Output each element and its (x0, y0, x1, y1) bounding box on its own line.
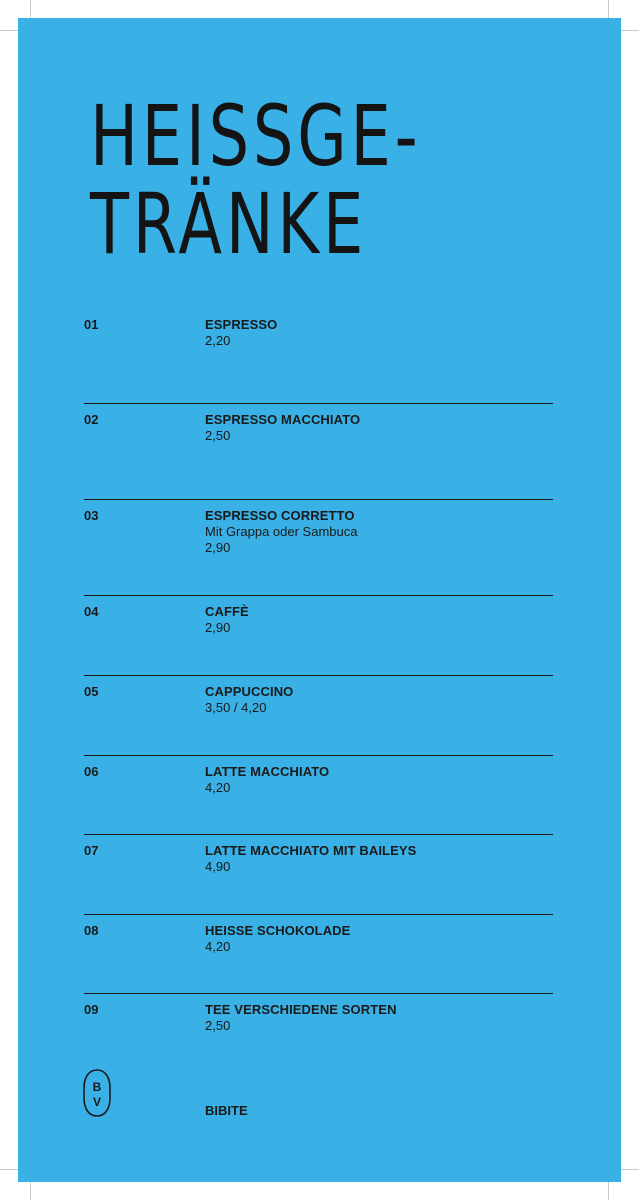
divider (84, 403, 553, 404)
item-price: 3,50 / 4,20 (205, 700, 267, 715)
divider (84, 675, 553, 676)
item-description: Mit Grappa oder Sambuca (205, 524, 358, 539)
page-title (90, 87, 422, 273)
divider (84, 834, 553, 835)
item-name: ESPRESSO MACCHIATO (205, 412, 361, 427)
crop-mark (621, 1169, 639, 1170)
item-name: CAPPUCCINO (205, 684, 294, 699)
logo-letter-b: B (92, 1080, 102, 1094)
item-body (205, 604, 553, 636)
item-number: 05 (84, 684, 99, 699)
brand-name: BIBITE (205, 1103, 248, 1118)
title-line: TRÄNKE (90, 175, 368, 273)
bibite-logo-svg (81, 1068, 113, 1118)
item-name: LATTE MACCHIATO (205, 764, 330, 779)
item-price: 2,50 (205, 1018, 231, 1033)
item-name: TEE VERSCHIEDENE SORTEN (205, 1002, 397, 1017)
crop-mark (0, 1169, 18, 1170)
divider (84, 993, 553, 994)
divider (84, 595, 553, 596)
item-number: 06 (84, 764, 99, 779)
item-number: 01 (84, 317, 99, 332)
item-price: 2,50 (205, 428, 231, 443)
menu-panel (18, 18, 621, 1182)
item-number: 09 (84, 1002, 99, 1017)
item-number: 07 (84, 843, 99, 858)
item-price: 2,90 (205, 620, 231, 635)
item-body (205, 923, 553, 955)
item-number: 03 (84, 508, 99, 523)
divider (84, 499, 553, 500)
crop-mark (30, 0, 31, 18)
divider (84, 914, 553, 915)
item-body (205, 317, 553, 349)
item-price: 4,20 (205, 939, 231, 954)
item-name: CAFFÈ (205, 604, 249, 619)
item-body (205, 412, 553, 444)
crop-mark (30, 1182, 31, 1200)
crop-mark (0, 30, 18, 31)
item-body (205, 843, 553, 875)
divider (84, 755, 553, 756)
item-body (205, 764, 553, 796)
item-number: 02 (84, 412, 99, 427)
crop-mark (608, 1182, 609, 1200)
item-number: 08 (84, 923, 99, 938)
item-price: 2,20 (205, 333, 231, 348)
crop-mark (608, 0, 609, 18)
title-line: HEISSGE- (90, 87, 422, 185)
item-body (205, 508, 553, 556)
item-price: 2,90 (205, 540, 231, 555)
item-body (205, 684, 553, 716)
item-name: ESPRESSO (205, 317, 278, 332)
bibite-logo-icon (81, 1068, 113, 1123)
item-name: HEISSE SCHOKOLADE (205, 923, 351, 938)
logo-letter-v: V (92, 1095, 102, 1109)
item-name: LATTE MACCHIATO MIT BAILEYS (205, 843, 417, 858)
item-number: 04 (84, 604, 99, 619)
item-name: ESPRESSO CORRETTO (205, 508, 355, 523)
item-body (205, 1002, 553, 1034)
crop-mark (621, 30, 639, 31)
item-price: 4,20 (205, 780, 231, 795)
item-price: 4,90 (205, 859, 231, 874)
